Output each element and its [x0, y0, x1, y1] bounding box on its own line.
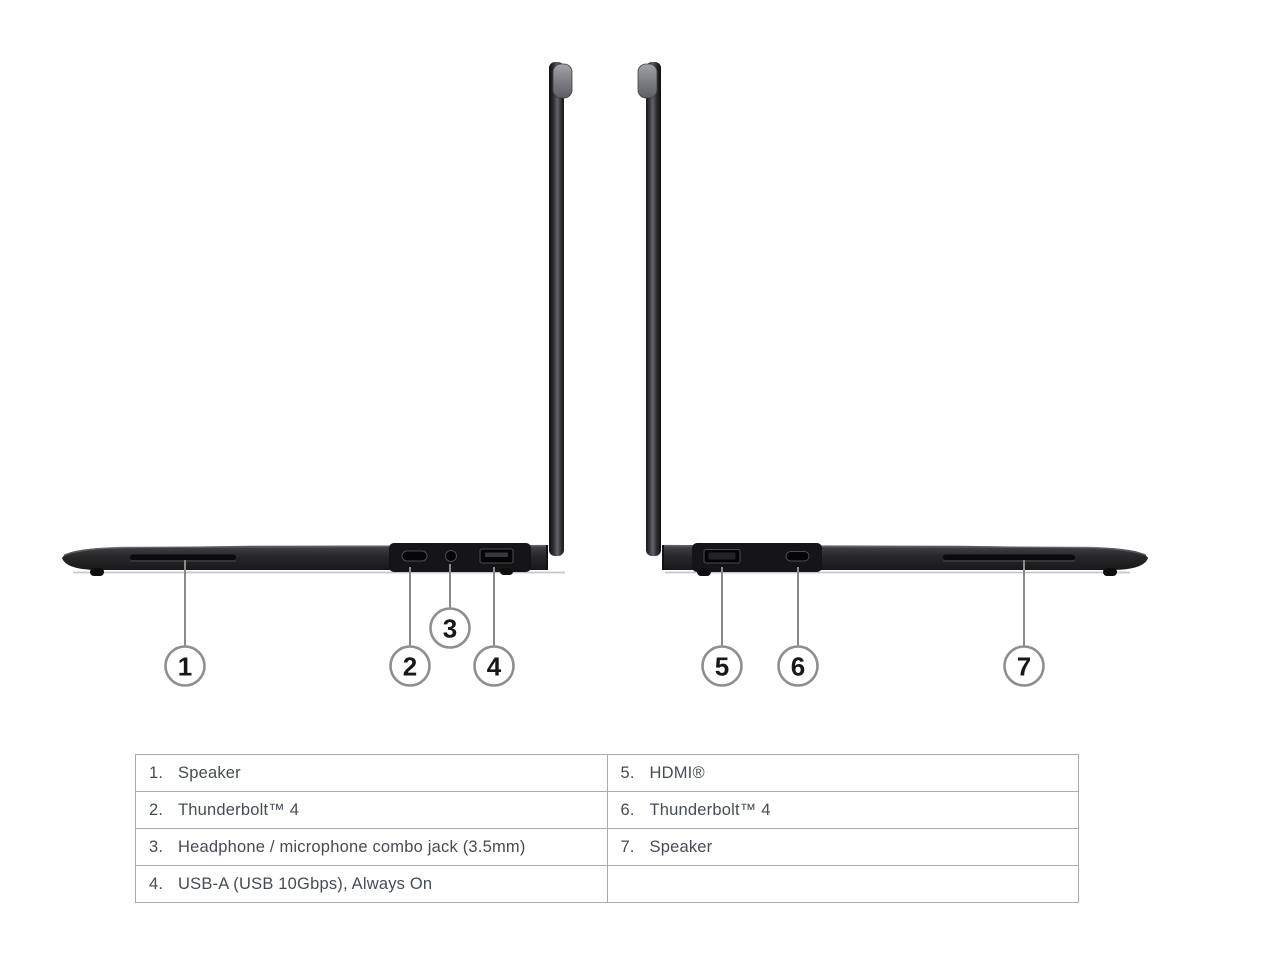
- rubber-foot: [697, 568, 711, 576]
- table-cell: [136, 755, 608, 792]
- table-row: [136, 755, 1079, 792]
- table-cell: [607, 755, 1079, 792]
- callout-number: 6: [790, 651, 806, 682]
- table-row: [136, 792, 1079, 829]
- laptop-left-side-view: [62, 62, 572, 576]
- cell-num: 3.: [149, 837, 164, 856]
- cell-label: Thunderbolt™ 4: [649, 800, 771, 819]
- speaker-grille-highlight: [943, 560, 1075, 561]
- camera-bump-icon: [638, 64, 657, 98]
- table-row: [136, 829, 1079, 866]
- table-cell: [136, 866, 608, 903]
- cell-label: Headphone / microphone combo jack (3.5mm): [178, 837, 526, 856]
- port-legend-table: [135, 754, 1079, 903]
- cell-num: 4.: [149, 874, 164, 893]
- cell-num: 2.: [149, 800, 164, 819]
- callout-7: [1005, 647, 1044, 686]
- cell-label: Speaker: [178, 763, 241, 782]
- table-cell: [136, 792, 608, 829]
- camera-bump-icon: [553, 64, 572, 98]
- rubber-foot: [90, 568, 104, 576]
- rubber-foot: [1103, 568, 1117, 576]
- cell-num: 5.: [620, 763, 635, 782]
- headphone-jack-port-icon: [446, 551, 457, 562]
- usb-a-tongue: [485, 553, 508, 558]
- cell-label: USB-A (USB 10Gbps), Always On: [178, 874, 433, 893]
- callout-4: [475, 647, 514, 686]
- callout-number: 3: [442, 613, 458, 644]
- speaker-grille-highlight: [130, 560, 236, 561]
- thunderbolt-usb-c-port-icon: [402, 551, 427, 561]
- callouts: [166, 609, 1044, 686]
- callout-number: 4: [486, 651, 502, 682]
- cell-num: 7.: [620, 837, 635, 856]
- cell-num: 1.: [149, 763, 164, 782]
- cell-num: 6.: [620, 800, 635, 819]
- laptop-lid: [646, 62, 661, 556]
- speaker-grille-icon: [943, 555, 1075, 561]
- table-row: [136, 866, 1079, 903]
- callout-number: 7: [1016, 651, 1032, 682]
- callout-1: [166, 647, 205, 686]
- thunderbolt-usb-c-port-icon: [786, 552, 809, 562]
- laptop-lid: [549, 62, 564, 556]
- callout-2: [391, 647, 430, 686]
- rubber-foot: [500, 568, 513, 575]
- cell-label: Speaker: [649, 837, 713, 856]
- callout-number: 1: [177, 651, 193, 682]
- callout-3: [431, 609, 470, 648]
- callout-number: 2: [402, 651, 418, 682]
- hdmi-port-inner: [709, 553, 736, 560]
- cell-label: HDMI®: [649, 763, 705, 782]
- table-cell: [607, 829, 1079, 866]
- callout-6: [779, 647, 818, 686]
- callout-number: 5: [714, 651, 730, 682]
- speaker-grille-icon: [130, 555, 236, 561]
- callout-5: [703, 647, 742, 686]
- table-cell: [607, 792, 1079, 829]
- table-cell: [607, 866, 1079, 903]
- laptop-right-side-view: [638, 62, 1148, 576]
- table-cell: [136, 829, 608, 866]
- cell-label: Thunderbolt™ 4: [178, 800, 300, 819]
